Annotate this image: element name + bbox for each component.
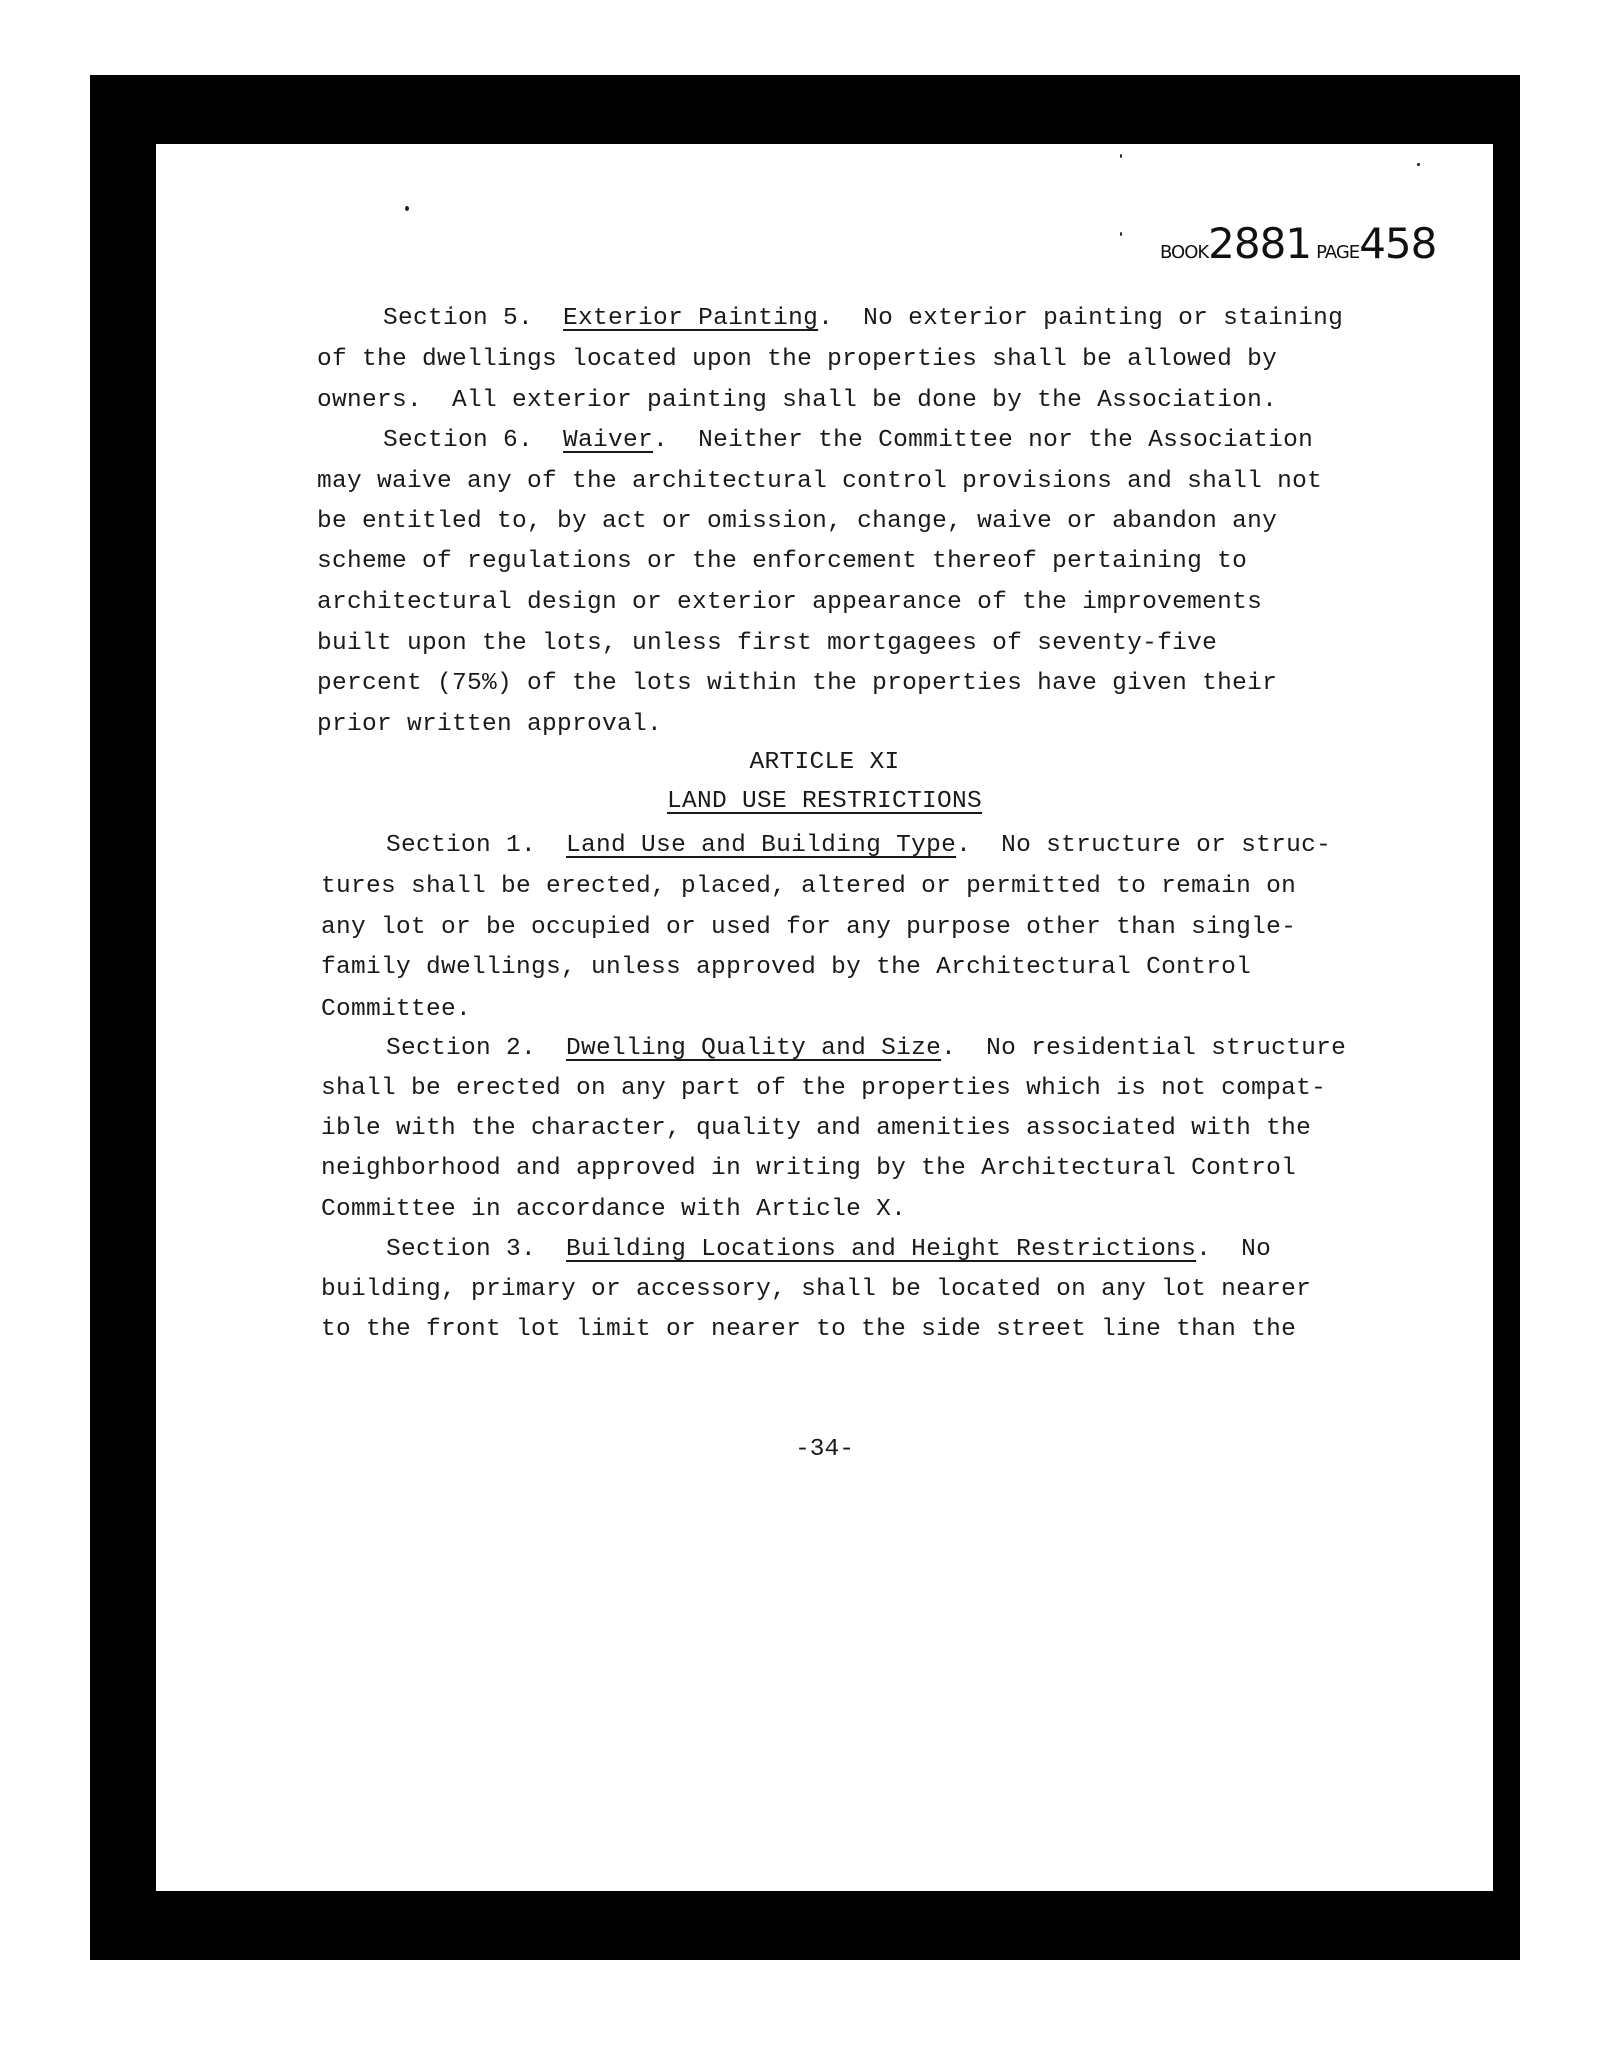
art-section1-line2: tures shall be erected, placed, altered or permitted to remain on xyxy=(321,873,1297,900)
scan-speck xyxy=(405,206,409,211)
art-section1-line4: family dwellings, unless approved by the Architectural Control xyxy=(321,954,1252,981)
section5-line1-text: . No exterior painting or staining xyxy=(818,305,1344,332)
section6-line5: architectural design or exterior appearance of the improvements xyxy=(317,589,1263,616)
scan-border xyxy=(90,75,1520,1960)
book-label: BOOK xyxy=(1160,242,1209,263)
book-number: 2881 xyxy=(1208,219,1312,268)
document-page xyxy=(156,144,1493,1891)
art-section1-line1-text: . No structure or struc- xyxy=(956,832,1332,859)
section6-line2: may waive any of the architectural control provisions and shall not xyxy=(317,468,1323,495)
section6-line7: percent (75%) of the lots within the properties have given their xyxy=(317,670,1278,697)
art-section2-line1 xyxy=(386,1037,1346,1062)
section6-line3: be entitled to, by act or omission, change, waive or abandon any xyxy=(317,508,1278,535)
scan-speck xyxy=(1417,163,1420,166)
art-section2-line3: ible with the character, quality and amenities associated with the xyxy=(321,1115,1312,1142)
art-section1-line5: Committee. xyxy=(321,996,472,1023)
section5-label: Section 5. xyxy=(383,305,534,332)
art-section3-line1-text: . No xyxy=(1196,1236,1272,1263)
art-section3-line3: to the front lot limit or nearer to the side street line than the xyxy=(321,1316,1297,1343)
article-title xyxy=(156,790,1493,815)
page-number: -34- xyxy=(795,1436,854,1463)
section5-line3: owners. All exterior painting shall be done by the Association. xyxy=(317,387,1278,414)
page-label: PAGE xyxy=(1316,242,1360,263)
section6-line8: prior written approval. xyxy=(317,711,663,738)
art-section1-line1 xyxy=(386,834,1331,859)
art-section3-title: Building Locations and Height Restrictions xyxy=(566,1236,1197,1263)
art-section1-label: Section 1. xyxy=(386,832,537,859)
scan-speck xyxy=(1120,232,1122,236)
art-section3-line1 xyxy=(386,1238,1271,1263)
section6-line1-text: . Neither the Committee nor the Association xyxy=(653,427,1314,454)
section6-line6: built upon the lots, unless first mortgagees of seventy-five xyxy=(317,630,1218,657)
article-title-text: LAND USE RESTRICTIONS xyxy=(666,788,983,815)
art-section3-line2: building, primary or accessory, shall be located on any lot nearer xyxy=(321,1276,1312,1303)
section6-line4: scheme of regulations or the enforcement thereof pertaining to xyxy=(317,548,1248,575)
art-section1-title: Land Use and Building Type xyxy=(566,832,957,859)
art-section2-title: Dwelling Quality and Size xyxy=(566,1035,942,1062)
section6-title: Waiver xyxy=(563,427,654,454)
page-ref-number: 458 xyxy=(1359,219,1437,268)
art-section2-line5: Committee in accordance with Article X. xyxy=(321,1196,907,1223)
art-section2-line1-text: . No residential structure xyxy=(941,1035,1347,1062)
section6-label: Section 6. xyxy=(383,427,534,454)
art-section2-line4: neighborhood and approved in writing by the Architectural Control xyxy=(321,1155,1297,1182)
section6-line1 xyxy=(383,429,1313,454)
art-section2-line2: shall be erected on any part of the properties which is not compat- xyxy=(321,1075,1327,1102)
section5-line2: of the dwellings located upon the properties shall be allowed by xyxy=(317,346,1278,373)
book-page-reference xyxy=(1160,219,1436,268)
art-section1-line3: any lot or be occupied or used for any purpose other than single- xyxy=(321,914,1297,941)
section5-title: Exterior Painting xyxy=(563,305,819,332)
art-section3-label: Section 3. xyxy=(386,1236,537,1263)
article-number: ARTICLE XI xyxy=(749,749,900,776)
art-section2-label: Section 2. xyxy=(386,1035,537,1062)
section5-line1 xyxy=(383,307,1343,332)
scan-speck xyxy=(1120,154,1122,158)
